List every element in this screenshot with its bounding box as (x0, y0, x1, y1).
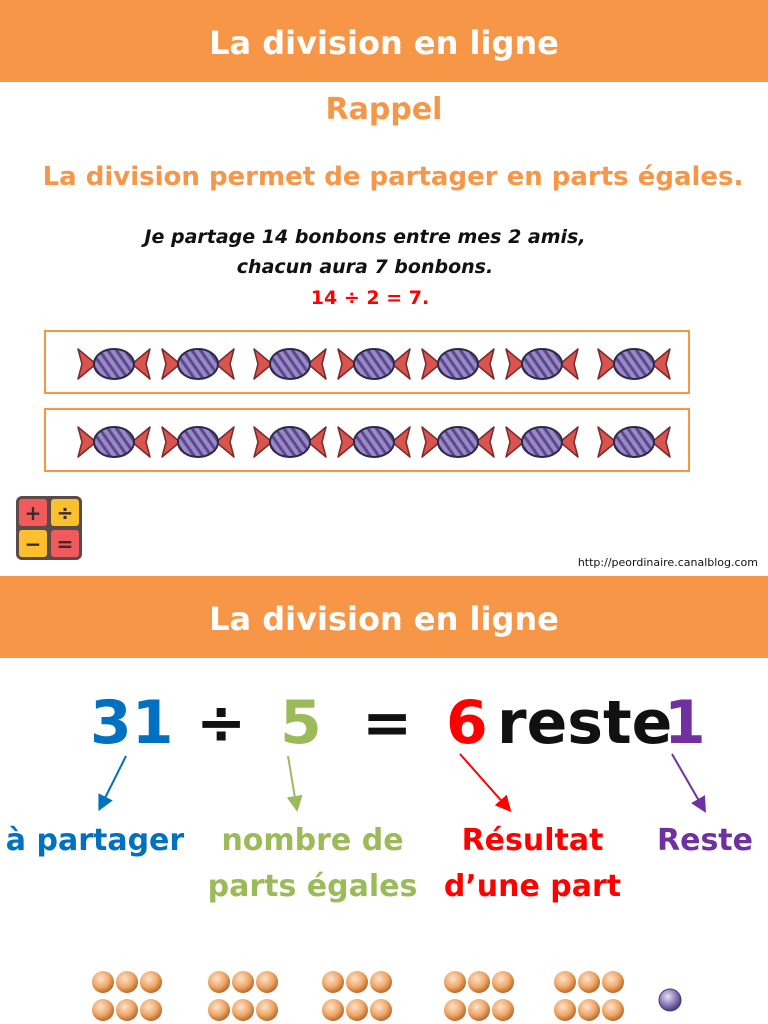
ball (444, 999, 466, 1021)
arrow-remainder (672, 754, 702, 806)
slide2-title-banner (0, 576, 768, 658)
ball (492, 999, 514, 1021)
ball (554, 999, 576, 1021)
ball (492, 971, 514, 993)
svg-text:=: = (56, 532, 74, 556)
ball (140, 999, 162, 1021)
ball-groups (0, 960, 768, 1024)
svg-text:−: − (24, 532, 42, 556)
label-quotient-line-2: d’une part (443, 869, 622, 904)
candy-icon (336, 344, 412, 384)
ball (92, 971, 114, 993)
ball-group (554, 971, 624, 1021)
slide1-title: La division en ligne (209, 24, 559, 62)
candy-icon (76, 422, 152, 462)
dividend-number: 31 (90, 688, 174, 758)
candy-icon (160, 422, 236, 462)
candy-row-friend-1 (44, 330, 690, 394)
ball-group (208, 971, 278, 1021)
label-divisor-line-2: parts égales (207, 869, 418, 904)
label-remainder: Reste (657, 823, 753, 858)
example-line-2: chacun aura 7 bonbons. (236, 256, 494, 278)
slide2-title: La division en ligne (209, 600, 559, 638)
rappel-heading: Rappel (325, 92, 443, 127)
ball (554, 971, 576, 993)
ball (208, 971, 230, 993)
candy-row-friend-2 (44, 408, 690, 472)
remainder-number: 1 (664, 688, 706, 758)
candy-icon (420, 344, 496, 384)
reste-word: reste (497, 688, 673, 758)
svg-text:÷: ÷ (56, 501, 74, 525)
ball (578, 971, 600, 993)
leftover-ball (659, 989, 681, 1011)
ball-group (322, 971, 392, 1021)
candy-icon (160, 344, 236, 384)
ball (468, 971, 490, 993)
candy-icon (596, 422, 672, 462)
candy-icon (504, 344, 580, 384)
candy-icon (504, 422, 580, 462)
credit-url: http://peordinaire.canalblog.com (577, 556, 758, 569)
example-line-1: Je partage 14 bonbons entre mes 2 amis, (144, 226, 586, 248)
quotient-number: 6 (446, 688, 488, 758)
label-divisor-line-1: nombre de (221, 823, 404, 858)
candy-icon (596, 344, 672, 384)
ball (256, 971, 278, 993)
ball (370, 971, 392, 993)
ball (116, 999, 138, 1021)
label-divisor (200, 818, 425, 910)
ball (140, 971, 162, 993)
ball (578, 999, 600, 1021)
candy-icon (336, 422, 412, 462)
ball (468, 999, 490, 1021)
divisor-number: 5 (280, 688, 322, 758)
candy-icon (252, 422, 328, 462)
svg-text:+: + (24, 501, 42, 525)
example-equation: 14 ÷ 2 = 7. (310, 287, 430, 309)
ball (346, 971, 368, 993)
division-definition: La division permet de partager en parts égales. (42, 162, 744, 192)
ball (370, 999, 392, 1021)
arrow-dividend (102, 756, 126, 804)
ball-group (92, 971, 162, 1021)
ball-group (444, 971, 514, 1021)
candy-icon (76, 344, 152, 384)
ball (208, 999, 230, 1021)
candy-icon (252, 344, 328, 384)
ball (322, 971, 344, 993)
ball (232, 999, 254, 1021)
label-arrows (0, 740, 768, 820)
ball (232, 971, 254, 993)
ball (346, 999, 368, 1021)
ball (602, 999, 624, 1021)
equals-sign: = (362, 688, 413, 758)
ball (444, 971, 466, 993)
ball (322, 999, 344, 1021)
candy-icon (420, 422, 496, 462)
ball (116, 971, 138, 993)
slide1-title-banner (0, 0, 768, 82)
ball (602, 971, 624, 993)
label-quotient-line-1: Résultat (461, 823, 604, 858)
label-quotient (425, 818, 640, 910)
label-dividend: à partager (5, 823, 185, 858)
arrow-divisor (288, 756, 296, 804)
divide-sign: ÷ (196, 688, 247, 758)
arrow-quotient (460, 754, 506, 806)
calculator-icon (16, 496, 82, 560)
ball (92, 999, 114, 1021)
ball (256, 999, 278, 1021)
